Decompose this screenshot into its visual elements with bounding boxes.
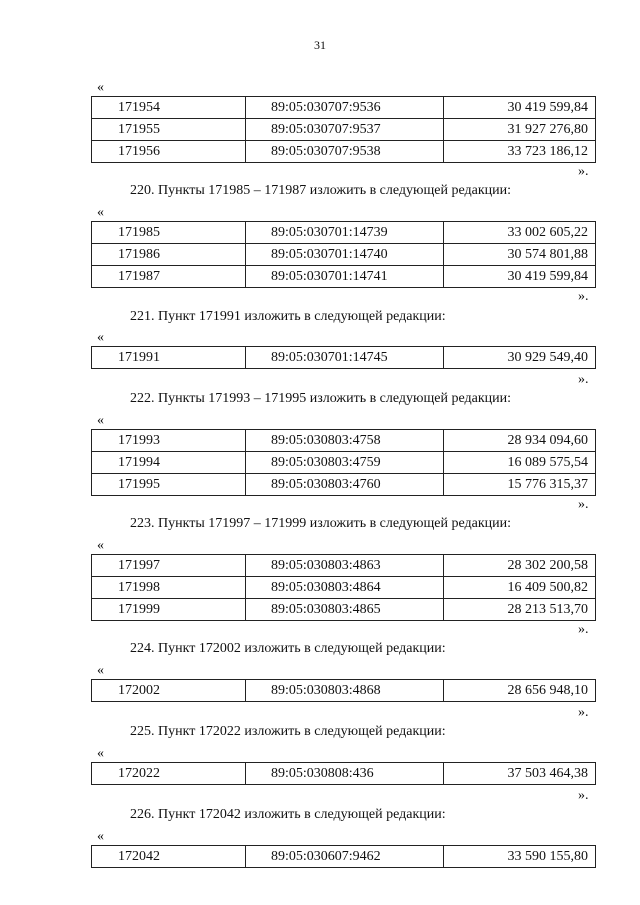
cadastral-number: 89:05:030803:4865: [246, 599, 444, 621]
item-number: 171997: [92, 555, 246, 577]
paragraph-heading: 226. Пункт 172042 изложить в следующей редакции:: [130, 807, 446, 822]
amount: 37 503 464,38: [444, 763, 596, 785]
quote-close: ».: [578, 705, 589, 720]
cadastral-number: 89:05:030607:9462: [246, 846, 444, 868]
amount: 16 089 575,54: [444, 452, 596, 474]
cadastral-number: 89:05:030701:14741: [246, 266, 444, 288]
table-row: [92, 763, 596, 785]
item-number: 172002: [92, 680, 246, 702]
quote-open: «: [97, 205, 104, 220]
amount: 31 927 276,80: [444, 119, 596, 141]
quote-open: «: [97, 538, 104, 553]
amount: 16 409 500,82: [444, 577, 596, 599]
data-table: [91, 346, 596, 369]
table-row: [92, 474, 596, 496]
data-table: [91, 221, 596, 288]
quote-close: ».: [578, 372, 589, 387]
quote-close: ».: [578, 788, 589, 803]
quote-open: «: [97, 829, 104, 844]
paragraph-heading: 220. Пункты 171985 – 171987 изложить в следующей редакции:: [130, 183, 512, 198]
table-row: [92, 244, 596, 266]
table-row: [92, 266, 596, 288]
table-row: [92, 452, 596, 474]
table-row: [92, 222, 596, 244]
item-number: 171987: [92, 266, 246, 288]
quote-close: ».: [578, 289, 589, 304]
item-number: 171985: [92, 222, 246, 244]
paragraph-heading: 222. Пункты 171993 – 171995 изложить в следующей редакции:: [130, 391, 512, 406]
quote-close: ».: [578, 164, 589, 179]
table-row: [92, 97, 596, 119]
table-row: [92, 430, 596, 452]
quote-open: «: [97, 746, 104, 761]
cadastral-number: 89:05:030803:4760: [246, 474, 444, 496]
item-number: 171993: [92, 430, 246, 452]
paragraph-heading: 223. Пункты 171997 – 171999 изложить в следующей редакции:: [130, 516, 512, 531]
table-row: [92, 846, 596, 868]
table-row: [92, 555, 596, 577]
cadastral-number: 89:05:030803:4863: [246, 555, 444, 577]
item-number: 171991: [92, 347, 246, 369]
quote-close: ».: [578, 622, 589, 637]
item-number: 171994: [92, 452, 246, 474]
amount: 28 213 513,70: [444, 599, 596, 621]
item-number: 172042: [92, 846, 246, 868]
paragraph-heading: 225. Пункт 172022 изложить в следующей редакции:: [130, 724, 446, 739]
item-number: 172022: [92, 763, 246, 785]
amount: 28 656 948,10: [444, 680, 596, 702]
data-table: [91, 554, 596, 621]
amount: 30 419 599,84: [444, 266, 596, 288]
amount: 30 574 801,88: [444, 244, 596, 266]
amount: 33 002 605,22: [444, 222, 596, 244]
cadastral-number: 89:05:030701:14740: [246, 244, 444, 266]
cadastral-number: 89:05:030803:4759: [246, 452, 444, 474]
quote-close: ».: [578, 497, 589, 512]
amount: 28 302 200,58: [444, 555, 596, 577]
item-number: 171954: [92, 97, 246, 119]
data-table: [91, 762, 596, 785]
item-number: 171956: [92, 141, 246, 163]
table-row: [92, 680, 596, 702]
data-table: [91, 96, 596, 163]
data-table: [91, 845, 596, 868]
amount: 15 776 315,37: [444, 474, 596, 496]
amount: 33 590 155,80: [444, 846, 596, 868]
table-row: [92, 119, 596, 141]
cadastral-number: 89:05:030701:14739: [246, 222, 444, 244]
amount: 33 723 186,12: [444, 141, 596, 163]
quote-open: «: [97, 80, 104, 95]
paragraph-heading: 221. Пункт 171991 изложить в следующей редакции:: [130, 309, 446, 324]
table-row: [92, 141, 596, 163]
quote-open: «: [97, 663, 104, 678]
item-number: 171995: [92, 474, 246, 496]
quote-open: «: [97, 330, 104, 345]
page-number: 31: [314, 38, 326, 52]
cadastral-number: 89:05:030707:9538: [246, 141, 444, 163]
cadastral-number: 89:05:030707:9537: [246, 119, 444, 141]
data-table: [91, 429, 596, 496]
item-number: 171986: [92, 244, 246, 266]
paragraph-heading: 224. Пункт 172002 изложить в следующей редакции:: [130, 641, 446, 656]
table-row: [92, 599, 596, 621]
amount: 28 934 094,60: [444, 430, 596, 452]
item-number: 171955: [92, 119, 246, 141]
cadastral-number: 89:05:030803:4868: [246, 680, 444, 702]
item-number: 171998: [92, 577, 246, 599]
data-table: [91, 679, 596, 702]
table-row: [92, 347, 596, 369]
cadastral-number: 89:05:030707:9536: [246, 97, 444, 119]
table-row: [92, 577, 596, 599]
cadastral-number: 89:05:030803:4758: [246, 430, 444, 452]
amount: 30 419 599,84: [444, 97, 596, 119]
item-number: 171999: [92, 599, 246, 621]
cadastral-number: 89:05:030808:436: [246, 763, 444, 785]
quote-open: «: [97, 413, 104, 428]
cadastral-number: 89:05:030803:4864: [246, 577, 444, 599]
cadastral-number: 89:05:030701:14745: [246, 347, 444, 369]
amount: 30 929 549,40: [444, 347, 596, 369]
